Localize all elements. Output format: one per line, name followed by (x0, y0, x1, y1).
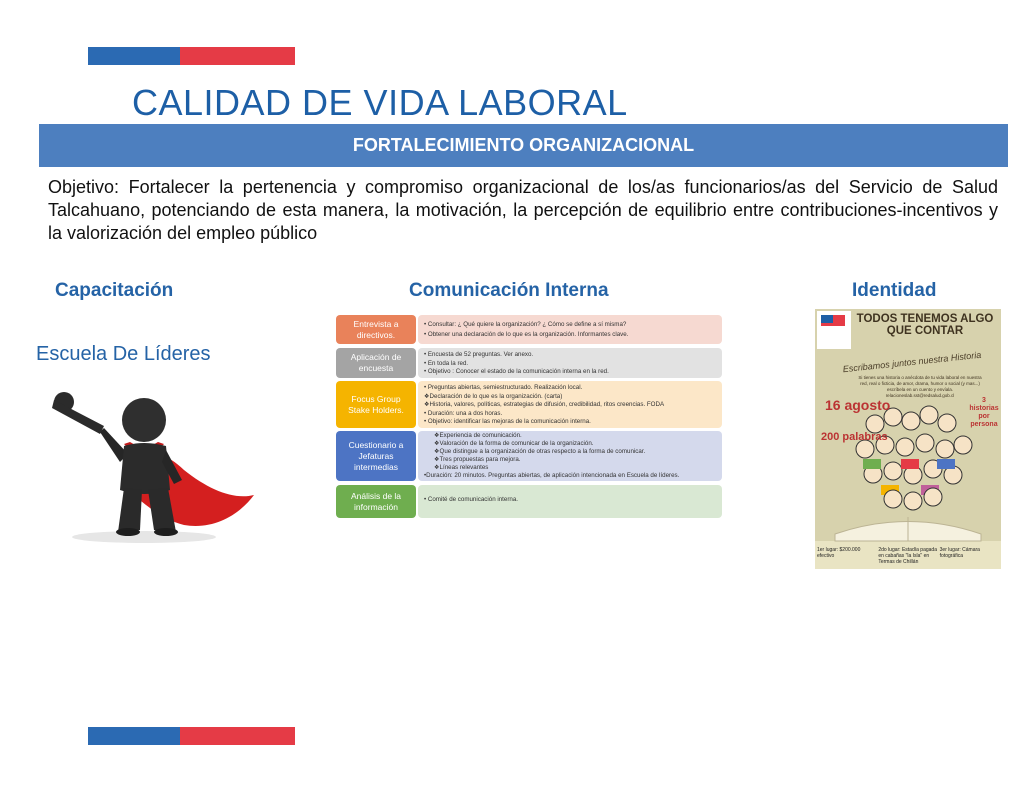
row-label: Aplicación de encuesta (336, 348, 416, 378)
comunicacion-row-entrevista (336, 315, 722, 344)
list-item: • Objetivo : Conocer el estado de la comunicación interna en la red. (424, 368, 609, 376)
poster-title: TODOS TENEMOS ALGO QUE CONTAR (856, 313, 994, 337)
list-item: • Encuesta de 52 preguntas. Ver anexo. (424, 351, 534, 358)
prize-3: 3er lugar: Cámara fotográfica (939, 547, 980, 559)
row-label: Cuestionario a Jefaturas intermedias (336, 431, 416, 481)
list-item: • Obtener una declaración de lo que es la organización. Informantes clave. (424, 331, 629, 338)
row-details (418, 431, 722, 481)
list-item: ❖Declaración de lo que es la organización. (carta) (424, 392, 563, 400)
list-item: • Comité de comunicación interna. (424, 496, 518, 503)
prize-1: 1er lugar: $200.000 efectivo (817, 547, 861, 559)
page-title: CALIDAD DE VIDA LABORAL (132, 82, 628, 123)
section-banner: FORTALECIMIENTO ORGANIZACIONAL (39, 124, 1008, 167)
identidad-poster (815, 309, 1001, 569)
poster-date: 16 agosto (825, 397, 891, 413)
list-item: • Preguntas abiertas, semiestructurado. Realización local. (424, 384, 583, 391)
comunicacion-row-analisis (336, 485, 722, 518)
row-label: Focus Group Stake Holders. (336, 381, 416, 428)
list-item: ❖Experiencia de comunicación. (434, 432, 522, 439)
poster-prizes (817, 547, 999, 565)
superhero-leader-icon (44, 380, 264, 545)
heading-capacitacion: Capacitación (55, 280, 174, 301)
top-flag-bar (88, 47, 295, 65)
heading-comunicacion-interna: Comunicación Interna (409, 280, 609, 301)
escuela-de-lideres-label: Escuela De Líderes (36, 343, 211, 365)
prize-2: 2do lugar: Estadía pagada en cabañas "la Isla" en Termas de Chillán (878, 547, 937, 565)
objective-paragraph: Objetivo: Fortalecer la pertenencia y compromiso organizacional de los/as funcionarios/as del Servicio de Salud Talcahuano, potenciando de esta manera, la motivación, la percepción de equilibrio entre contribuciones-incentivos y la valorización del empleo público (48, 177, 998, 243)
poster-words: 200 palabras (821, 431, 888, 443)
list-item: ❖Tres propuestas para mejora. (434, 455, 521, 463)
list-item: ❖Líneas relevantes (434, 463, 489, 471)
poster-text: Si tienes una historia o anécdota de tu vida laboral en nuestra red, real o ficticia, de amor, drama, humor o social (y mas...) escríbela en un cuento y envíala. relacioneslab.sst@redsalud.gob.cl (858, 375, 982, 398)
list-item: •Duración: 20 minutos. Preguntas abiertas, de aplicación intencionada en Escuela de líderes. (424, 471, 680, 479)
list-item: • Consultar: ¿ Qué quiere la organización? ¿ Cómo se define a sí misma? (424, 321, 627, 328)
row-details (418, 485, 722, 518)
row-details (418, 381, 722, 428)
poster-script: Escribamos juntos nuestra Historia (842, 349, 982, 375)
list-item: ❖Historia, valores, políticas, estrategias de difusión, credibilidad, ritos creencias. FODA (424, 401, 665, 409)
row-label: Análisis de la información (336, 485, 416, 518)
row-details (418, 348, 722, 378)
comunicacion-row-cuestionario (336, 431, 722, 481)
row-details (418, 315, 722, 344)
list-item: • Duración: una a dos horas. (424, 409, 503, 417)
list-item: ❖Que distingue a la organización de otras respecto a la forma de comunicar. (434, 447, 646, 455)
heading-identidad: Identidad (852, 280, 937, 301)
row-label: Entrevista a directivos. (336, 315, 416, 344)
bottom-flag-bar (88, 727, 295, 745)
poster-stories: 3 historias por persona (969, 397, 999, 428)
comunicacion-row-encuesta (336, 348, 722, 378)
list-item: ❖Valoración de la forma de comunicar de la organización. (434, 439, 594, 447)
list-item: • En toda la red. (424, 359, 469, 367)
comunicacion-row-focus-group (336, 381, 722, 428)
list-item: • Objetivo: identificar las mejoras de la comunicación interna. (424, 418, 591, 426)
